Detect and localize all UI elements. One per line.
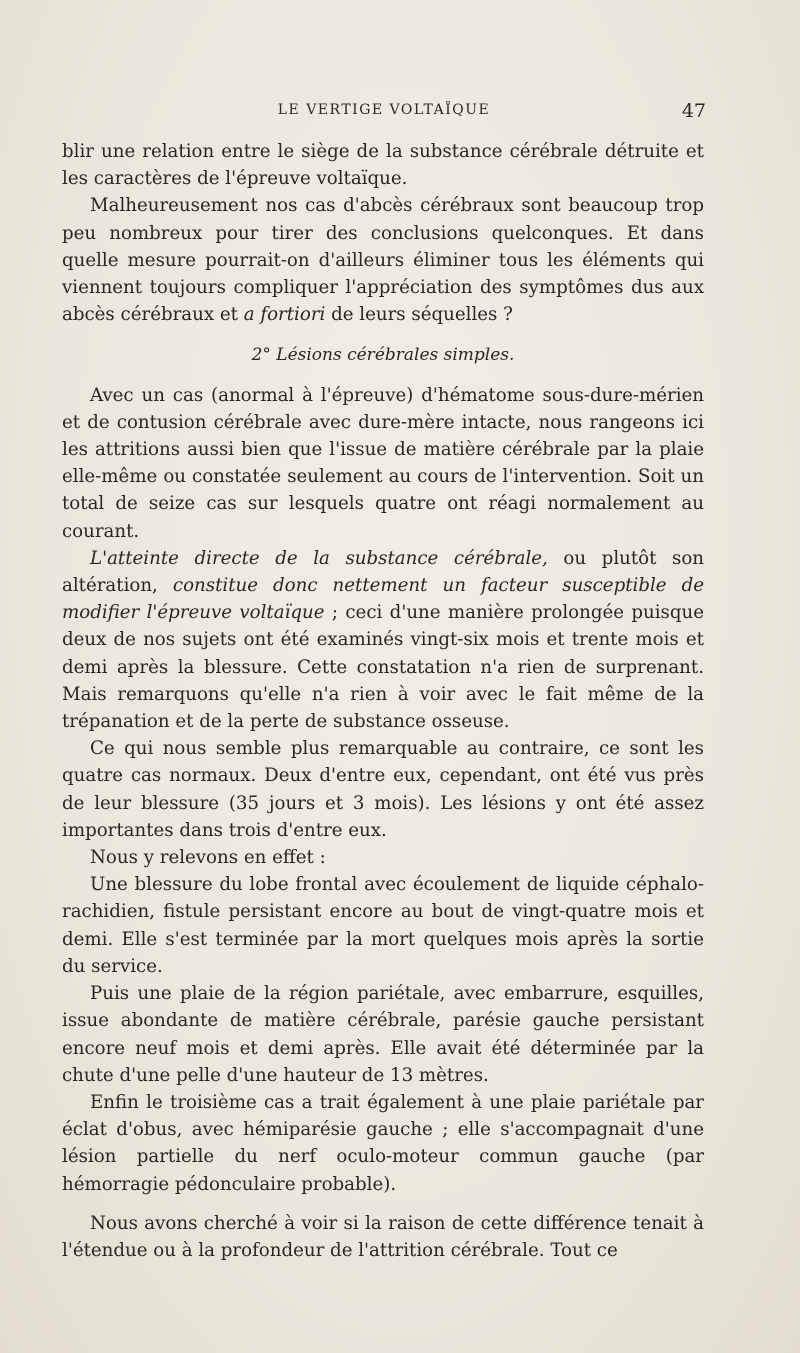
- paragraph-continuation: blir une relation entre le siège de la substance cérébrale détruite et les caractères de l'épreuve voltaïque.: [62, 141, 704, 190]
- page-header: [62, 100, 706, 126]
- paragraph-abces-italic: a fortiori: [243, 304, 326, 326]
- paragraph-cas-normaux: Ce qui nous semble plus remarquable au contraire, ce sont les quatre cas normaux. Deux d'entre eux, cependant, ont été vus près de leur blessure (35 jours et 3 mois). Les lésions y ont été assez importantes dans trois d'entre eux.: [62, 738, 704, 841]
- paragraph-atteinte-text-1: ou plutôt son altération,: [62, 547, 704, 597]
- running-title: LE VERTIGE VOLTAÏQUE: [277, 102, 491, 118]
- page-number: 47: [681, 100, 706, 122]
- paragraph-abces: [62, 192, 704, 328]
- paragraph-abces-text: Malheureusement nos cas d'abcès cérébraux sont beaucoup trop peu nombreux pour tirer des conclusions quelconques. Et dans quelle mesure pourrait-on d'ailleurs éliminer tous les éléments qui viennent toujours compliquer l'appréciation des symptômes dus aux abcès cérébraux et: [62, 195, 704, 326]
- paragraph-atteinte-text-2: ; ceci d'une manière prolongée puisque deux de nos sujets ont été examinés vingt-six mois et trente mois et demi après la blessure. Cette constatation n'a rien de surprenant. Mais remarquons qu'elle n'a rien à voir avec le fait même de la trépanation et de la perte de substance osseuse.: [62, 602, 704, 733]
- paragraph-conclusion: Nous avons cherché à voir si la raison de cette différence tenait à l'étendue ou à la profondeur de l'attrition cérébrale. Tout ce: [62, 1212, 704, 1261]
- paragraph-atteinte-italic-1: L'atteinte directe de la substance cérébrale,: [90, 547, 548, 569]
- section-heading: 2° Lésions cérébrales simples.: [251, 345, 515, 366]
- paragraph-atteinte: [62, 545, 704, 735]
- paragraph-parietale: Puis une plaie de la région pariétale, avec embarrure, esquilles, issue abondante de matière cérébrale, parésie gauche persistant encore neuf mois et demi après. Elle avait été déterminée par la chute d'une pelle d'une hauteur de 13 mètres.: [62, 983, 704, 1086]
- paragraph-relevons: Nous y relevons en effet :: [90, 847, 326, 869]
- paragraph-abces-end: de leurs séquelles ?: [325, 304, 513, 326]
- paragraph-cas: Avec un cas (anormal à l'épreuve) d'hématome sous-dure-mérien et de contusion cérébrale avec dure-mère intacte, nous rangeons ici les attritions aussi bien que l'issue de matière cérébrale par la plaie elle-même ou constatée seulement au cours de l'intervention. Soit un total de seize cas sur lesquels quatre ont réagi normalement au courant.: [62, 384, 704, 542]
- body-text: [62, 138, 704, 1264]
- paragraph-atteinte-italic-2: constitue donc nettement un facteur susceptible de modifier l'épreuve voltaïque: [62, 575, 705, 624]
- paragraph-troisieme-cas: Enfin le troisième cas a trait également à une plaie pariétale par éclat d'obus, avec hémiparésie gauche ; elle s'accompagnait d'une lésion partielle du nerf oculo-moteur commun gauche (par hémorragie pédonculaire probable).: [62, 1091, 704, 1195]
- paragraph-lobe-frontal: Une blessure du lobe frontal avec écoulement de liquide céphalo-rachidien, fistule persistant encore au bout de vingt-quatre mois et demi. Elle s'est terminée par la mort quelques mois après la sortie du service.: [62, 874, 704, 977]
